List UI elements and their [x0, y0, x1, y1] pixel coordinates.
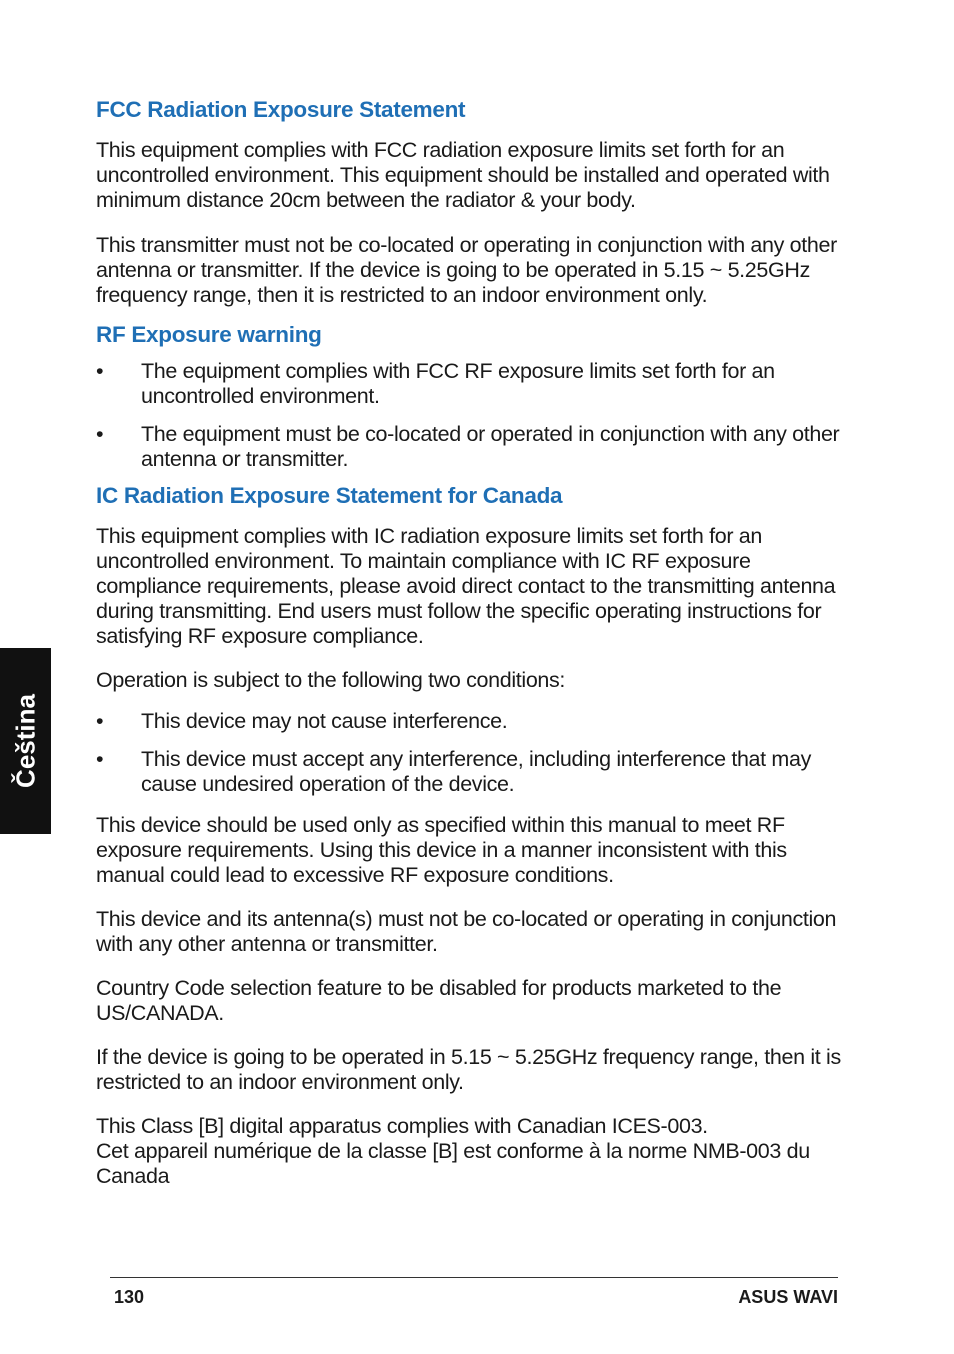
page-number: 130 [114, 1287, 145, 1307]
ic-paragraph-7-line-2: Cet appareil numérique de la classe [B] est conforme à la norme NMB-003 du Canada [96, 1139, 810, 1188]
list-item [96, 359, 858, 409]
product-name: ASUS WAVI [738, 1287, 838, 1307]
list-item [96, 709, 858, 734]
ic-paragraph-7-line-1: This Class [B] digital apparatus complies with Canadian ICES-003. [96, 1114, 708, 1138]
fcc-paragraph-2: This transmitter must not be co-located or operating in conjunction with any other antenna or transmitter. If the device is going to be operated in 5.15 ~ 5.25GHz frequency range, then it is restricted to an indoor environment only. [96, 233, 837, 307]
bullet-icon: • [96, 709, 104, 733]
list-item-text: This device must accept any interference, including interference that may cause undesired operation of the device. [141, 747, 811, 796]
ic-bullet-list [96, 709, 858, 797]
rf-heading: RF Exposure warning [96, 322, 322, 347]
fcc-heading: FCC Radiation Exposure Statement [96, 97, 466, 122]
ic-paragraph-2: Operation is subject to the following two conditions: [96, 668, 566, 692]
footer-divider [110, 1277, 838, 1278]
ic-paragraph-1: This equipment complies with IC radiation exposure limits set forth for an uncontrolled environment. To maintain compliance with IC RF exposure compliance requirements, please avoid direct contact to the transmitting antenna during transmitting. End users must follow the specific operating instructions for satisfying RF exposure compliance. [96, 524, 836, 648]
bullet-icon: • [96, 359, 104, 383]
page-content [96, 96, 858, 1189]
list-item-text: This device may not cause interference. [141, 709, 508, 733]
list-item-text: The equipment complies with FCC RF exposure limits set forth for an uncontrolled environment. [141, 359, 775, 408]
fcc-paragraph-1: This equipment complies with FCC radiation exposure limits set forth for an uncontrolled environment. This equipment should be installed and operated with minimum distance 20cm between the radiator & your body. [96, 138, 830, 212]
bullet-icon: • [96, 422, 104, 446]
list-item [96, 422, 858, 472]
bullet-icon: • [96, 747, 104, 771]
language-tab-label: Čeština [10, 694, 40, 788]
list-item [96, 747, 858, 797]
ic-paragraph-5: Country Code selection feature to be disabled for products marketed to the US/CANADA. [96, 976, 782, 1025]
rf-bullet-list [96, 359, 858, 472]
ic-paragraph-6: If the device is going to be operated in 5.15 ~ 5.25GHz frequency range, then it is restricted to an indoor environment only. [96, 1045, 841, 1094]
language-tab [0, 648, 51, 834]
ic-heading: IC Radiation Exposure Statement for Canada [96, 483, 563, 508]
list-item-text: The equipment must be co-located or operated in conjunction with any other antenna or transmitter. [141, 422, 840, 471]
ic-paragraph-4: This device and its antenna(s) must not be co-located or operating in conjunction with any other antenna or transmitter. [96, 907, 837, 956]
ic-paragraph-3: This device should be used only as specified within this manual to meet RF exposure requirements. Using this device in a manner inconsistent with this manual could lead to excessive RF exposure conditions. [96, 813, 787, 887]
